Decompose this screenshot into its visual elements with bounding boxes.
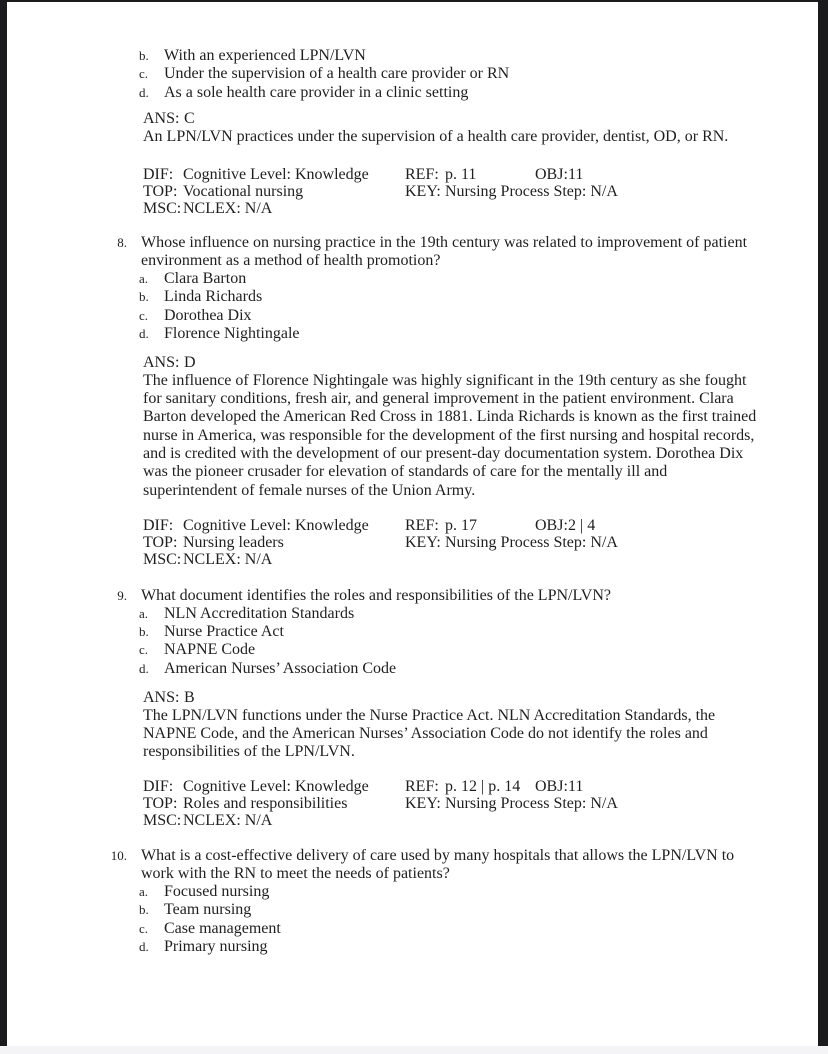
obj-value: 2 | 4 bbox=[568, 516, 596, 534]
question-9-answer bbox=[143, 689, 814, 762]
top-value: Nursing leaders bbox=[183, 533, 284, 551]
option-letter: c. bbox=[139, 920, 149, 936]
answer-value: C bbox=[184, 110, 195, 127]
option-letter: d. bbox=[139, 938, 149, 954]
option-row bbox=[139, 938, 814, 956]
meta-row bbox=[143, 200, 814, 217]
frame-bar-left bbox=[0, 0, 7, 1047]
answer-value: D bbox=[184, 353, 196, 371]
frame-bar-right bbox=[818, 0, 828, 1047]
ref-label: REF: bbox=[405, 516, 439, 534]
msc-value: NCLEX: N/A bbox=[183, 200, 273, 218]
dif-value: Cognitive Level: Knowledge bbox=[183, 516, 369, 534]
ref-value: p. 12 | p. 14 bbox=[445, 777, 521, 795]
obj-label: OBJ: bbox=[535, 166, 568, 183]
question-number: 8. bbox=[117, 234, 127, 250]
frame-strip-bottom bbox=[0, 1046, 828, 1054]
ref-label: REF: bbox=[405, 166, 439, 183]
dif-label: DIF: bbox=[143, 516, 174, 534]
obj-label: OBJ: bbox=[535, 777, 568, 795]
key-value: Nursing Process Step: N/A bbox=[445, 183, 618, 201]
option-text: With an experienced LPN/LVN bbox=[164, 47, 366, 64]
option-letter: b. bbox=[139, 48, 149, 63]
option-text: NAPNE Code bbox=[164, 641, 256, 659]
meta-row bbox=[143, 812, 814, 829]
question-8-meta bbox=[143, 517, 814, 569]
option-row bbox=[139, 325, 814, 343]
answer-row bbox=[143, 354, 814, 372]
question-10 bbox=[100, 847, 814, 957]
option-text: As a sole health care provider in a clinic setting bbox=[164, 83, 469, 101]
option-row bbox=[139, 901, 814, 919]
option-letter: c. bbox=[139, 307, 149, 323]
top-label: TOP: bbox=[143, 533, 178, 551]
question-text: What document identifies the roles and responsibilities of the LPN/LVN? bbox=[141, 586, 611, 604]
option-letter: d. bbox=[139, 325, 149, 341]
meta-row bbox=[143, 795, 814, 812]
option-text: Under the supervision of a health care provider or RN bbox=[164, 65, 510, 83]
top-label: TOP: bbox=[143, 794, 178, 812]
meta-row bbox=[143, 551, 814, 568]
answer-label: ANS: bbox=[143, 353, 180, 371]
answer-label: ANS: bbox=[143, 688, 180, 706]
ref-value: p. 11 bbox=[445, 166, 477, 183]
option-row bbox=[139, 660, 814, 678]
key-label: KEY: bbox=[405, 183, 441, 201]
meta-row bbox=[143, 183, 814, 200]
option-letter: a. bbox=[139, 884, 149, 900]
option-letter: c. bbox=[139, 66, 149, 82]
msc-label: MSC: bbox=[143, 200, 182, 218]
option-row bbox=[139, 307, 814, 325]
option-letter: c. bbox=[139, 642, 149, 658]
option-row bbox=[139, 47, 814, 65]
question-text: Whose influence on nursing practice in the 19th century was related to improvement of patient environment as a method of health promotion? bbox=[141, 233, 748, 269]
option-text: Case management bbox=[164, 919, 281, 937]
meta-row bbox=[143, 778, 814, 795]
question-9-meta bbox=[143, 778, 814, 830]
option-letter: b. bbox=[139, 902, 149, 918]
answer-feedback: The influence of Florence Nightingale was highly significant in the 19th century as she fought for sanitary conditions, fresh air, and general improvement in the patient environment. Clara Barton developed the American Red Cross in 1881. Linda Richards is known as the first trained nurse in America, was responsible for the development of the first nursing and hospital records, and is credited with the development of our present-day documentation system. Dorothea Dix was the pioneer crusader for elevation of standards of care for the mentally ill and superintendent of female nurses of the Union Army. bbox=[143, 371, 757, 499]
key-label: KEY: bbox=[405, 533, 441, 551]
question-head bbox=[100, 234, 814, 271]
top-value: Roles and responsibilities bbox=[183, 794, 348, 812]
ref-value: p. 17 bbox=[445, 516, 477, 534]
option-text: Florence Nightingale bbox=[164, 324, 300, 342]
option-text: Primary nursing bbox=[164, 937, 268, 955]
option-letter: a. bbox=[139, 271, 149, 287]
option-text: Dorothea Dix bbox=[164, 306, 252, 324]
ref-label: REF: bbox=[405, 777, 439, 795]
top-label: TOP: bbox=[143, 183, 178, 201]
option-text: Clara Barton bbox=[164, 270, 247, 288]
option-letter: b. bbox=[139, 624, 149, 640]
key-label: KEY: bbox=[405, 794, 441, 812]
dif-value: Cognitive Level: Knowledge bbox=[183, 777, 369, 795]
msc-value: NCLEX: N/A bbox=[183, 811, 273, 829]
msc-label: MSC: bbox=[143, 811, 182, 829]
meta-row bbox=[143, 534, 814, 551]
answer-value: B bbox=[184, 688, 195, 706]
dif-label: DIF: bbox=[143, 777, 174, 795]
msc-label: MSC: bbox=[143, 550, 182, 568]
frame-bar-top bbox=[0, 0, 828, 2]
answer-label: ANS: bbox=[143, 110, 180, 127]
meta-row bbox=[143, 517, 814, 534]
option-text: Team nursing bbox=[164, 901, 252, 919]
question-7-meta bbox=[143, 166, 814, 218]
option-row bbox=[139, 65, 814, 83]
msc-value: NCLEX: N/A bbox=[183, 550, 273, 568]
question-9 bbox=[100, 587, 814, 678]
question-head bbox=[100, 847, 814, 884]
option-row bbox=[139, 288, 814, 306]
option-letter: a. bbox=[139, 605, 149, 621]
key-value: Nursing Process Step: N/A bbox=[445, 533, 618, 551]
option-letter: d. bbox=[139, 660, 149, 676]
question-number: 9. bbox=[117, 587, 127, 603]
question-number: 10. bbox=[110, 847, 127, 863]
obj-value: 11 bbox=[568, 777, 584, 795]
option-text: Linda Richards bbox=[164, 288, 263, 306]
answer-feedback: The LPN/LVN functions under the Nurse Practice Act. NLN Accreditation Standards, the NAPNE Code, and the American Nurses’ Association Code do not identify the roles and responsibilities of the LPN/LVN. bbox=[143, 706, 716, 761]
obj-value: 11 bbox=[568, 166, 584, 183]
question-8-answer bbox=[143, 354, 814, 500]
meta-row bbox=[143, 166, 814, 183]
option-row bbox=[139, 623, 814, 641]
answer-row bbox=[143, 689, 814, 707]
dif-value: Cognitive Level: Knowledge bbox=[183, 166, 369, 183]
option-row bbox=[139, 270, 814, 288]
answer-row bbox=[143, 110, 814, 128]
option-text: Focused nursing bbox=[164, 883, 270, 901]
option-letter: b. bbox=[139, 289, 149, 305]
top-value: Vocational nursing bbox=[183, 183, 304, 201]
option-letter: d. bbox=[139, 84, 149, 100]
question-text: What is a cost-effective delivery of care used by many hospitals that allows the LPN/LVN to work with the RN to meet the needs of patients? bbox=[141, 846, 735, 882]
question-7-answer bbox=[143, 110, 814, 147]
question-8 bbox=[100, 234, 814, 344]
answer-feedback: An LPN/LVN practices under the supervision of a health care provider, dentist, OD, or RN. bbox=[143, 128, 729, 146]
obj-label: OBJ: bbox=[535, 516, 568, 534]
dif-label: DIF: bbox=[143, 166, 174, 183]
option-row bbox=[139, 605, 814, 623]
question-7-options bbox=[100, 47, 814, 102]
option-row bbox=[139, 641, 814, 659]
option-row bbox=[139, 920, 814, 938]
option-text: NLN Accreditation Standards bbox=[164, 604, 355, 622]
question-head bbox=[100, 587, 814, 605]
option-text: American Nurses’ Association Code bbox=[164, 659, 397, 677]
option-row bbox=[139, 84, 814, 102]
option-row bbox=[139, 883, 814, 901]
key-value: Nursing Process Step: N/A bbox=[445, 794, 618, 812]
option-text: Nurse Practice Act bbox=[164, 623, 284, 641]
